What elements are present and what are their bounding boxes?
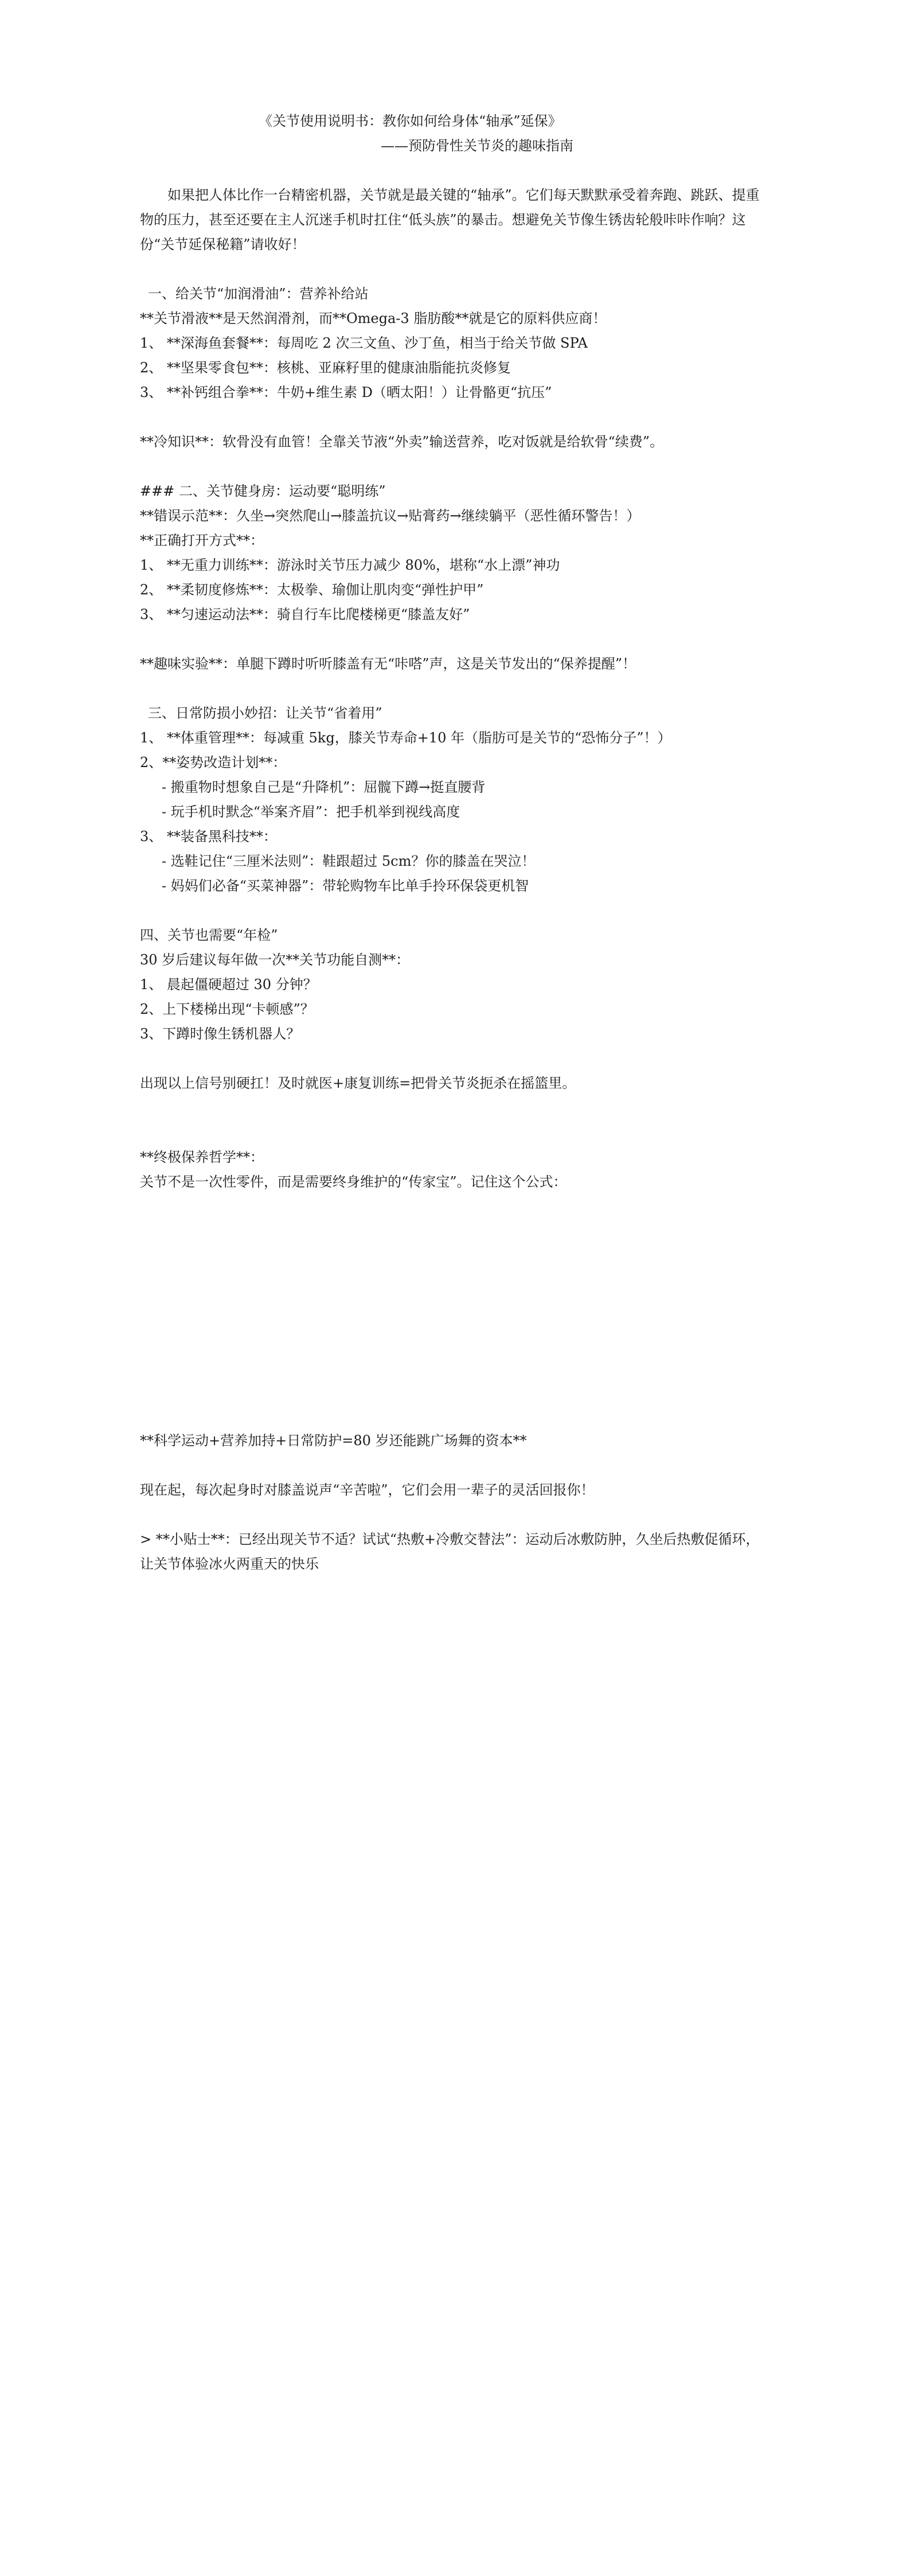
section3-item: 2、**姿势改造计划**： [140, 754, 287, 771]
philosophy-text: 关节不是一次性零件，而是需要终身维护的“传家宝”。记住这个公式： [140, 1174, 567, 1190]
section1-item: 2、 **坚果零食包**：核桃、亚麻籽里的健康油脂能抗炎修复 [140, 360, 511, 376]
section2-wrong-example: **错误示范**：久坐→突然爬山→膝盖抗议→贴膏药→继续躺平（恶性循环警告！） [140, 508, 640, 524]
document-subtitle: ——预防骨性关节炎的趣味指南 [381, 138, 573, 154]
section2-item: 1、 **无重力训练**：游泳时关节压力减少 80%，堪称“水上漂”神功 [140, 557, 560, 573]
spacer [140, 1096, 771, 1145]
section1-item: 3、 **补钙组合拳**：牛奶+维生素 D（晒太阳！）让骨骼更“抗压” [140, 384, 552, 400]
document-body [140, 109, 771, 1577]
spacer [140, 1046, 771, 1071]
section4-closing: 出现以上信号别硬扛！及时就医+康复训练=把骨关节炎扼杀在摇篮里。 [140, 1075, 576, 1091]
section4-item: 3、下蹲时像生锈机器人？ [140, 1026, 300, 1042]
intro-paragraph: 如果把人体比作一台精密机器，关节就是最关键的“轴承”。它们每天默默承受着奔跑、跳跃、提重物的压力，甚至还要在主人沉迷手机时扛住“低头族”的暴击。想避免关节像生锈齿轮般咔咔作响？这份“关节延保秘籍”请收好！ [140, 187, 760, 252]
section1-lead: **关节滑液**是天然润滑剂，而**Omega-3 脂肪酸**就是它的原料供应商！ [140, 310, 607, 326]
spacer [140, 898, 771, 923]
document-title: 《关节使用说明书：教你如何给身体“轴承”延保》 [259, 113, 562, 129]
spacer [140, 257, 771, 282]
section2-fun-experiment: **趣味实验**：单腿下蹲时听听膝盖有无“咔嗒”声，这是关节发出的“保养提醒”！ [140, 656, 636, 672]
encouragement-line: 现在起，每次起身时对膝盖说声“辛苦啦”，它们会用一辈子的灵活回报你！ [140, 1482, 595, 1498]
section2-right-label: **正确打开方式**： [140, 532, 264, 548]
formula-line: **科学运动+营养加持+日常防护=80 岁还能跳广场舞的资本** [140, 1433, 527, 1449]
section2-item: 3、 **匀速运动法**：骑自行车比爬楼梯更“膝盖友好” [140, 606, 470, 622]
section3-item: 1、 **体重管理**：每减重 5kg，膝关节寿命+10 年（脂肪可是关节的“恐怖分子”！） [140, 730, 671, 746]
section3-subitem: - 妈妈们必备“买菜神器”：带轮购物车比单手拎环保袋更机智 [162, 878, 529, 894]
section1-tip: **冷知识**：软骨没有血管！全靠关节液“外卖”输送营养，吃对饭就是给软骨“续费”。 [140, 434, 664, 450]
section3-item: 3、 **装备黑科技**： [140, 828, 277, 845]
spacer [140, 676, 771, 701]
formula-gap [140, 1194, 771, 1429]
section4-heading: 四、关节也需要“年检” [140, 927, 278, 943]
section3-subitem: - 选鞋记住“三厘米法则”：鞋跟超过 5cm？你的膝盖在哭泣！ [162, 853, 536, 869]
philosophy-heading: **终极保养哲学**： [140, 1149, 264, 1165]
section1-item: 1、 **深海鱼套餐**：每周吃 2 次三文鱼、沙丁鱼，相当于给关节做 SPA [140, 335, 588, 351]
section1-heading: 一、给关节“加润滑油”：营养补给站 [148, 286, 369, 302]
spacer [140, 1503, 771, 1527]
section2-heading: ### 二、关节健身房：运动要“聪明练” [140, 483, 386, 499]
spacer [140, 158, 771, 183]
section3-subitem: - 玩手机时默念“举案齐眉”：把手机举到视线高度 [162, 804, 460, 820]
spacer [140, 627, 771, 652]
section3-heading: 三、日常防损小妙招：让关节“省着用” [148, 705, 382, 721]
spacer [140, 1453, 771, 1478]
section3-subitem: - 搬重物时想象自己是“升降机”：屈髋下蹲→挺直腰背 [162, 779, 486, 795]
section4-item: 1、 晨起僵硬超过 30 分钟？ [140, 976, 317, 993]
section4-item: 2、上下楼梯出现“卡顿感”？ [140, 1001, 314, 1017]
spacer [140, 405, 771, 430]
spacer [140, 454, 771, 479]
section4-lead: 30 岁后建议每年做一次**关节功能自测**： [140, 952, 410, 968]
section2-item: 2、 **柔韧度修炼**：太极拳、瑜伽让肌肉变“弹性护甲” [140, 582, 484, 598]
tip-paragraph: > **小贴士**：已经出现关节不适？试试“热敷+冷敷交替法”：运动后冰敷防肿，久坐后热敷促循环，让关节体验冰火两重天的快乐 [140, 1531, 760, 1572]
